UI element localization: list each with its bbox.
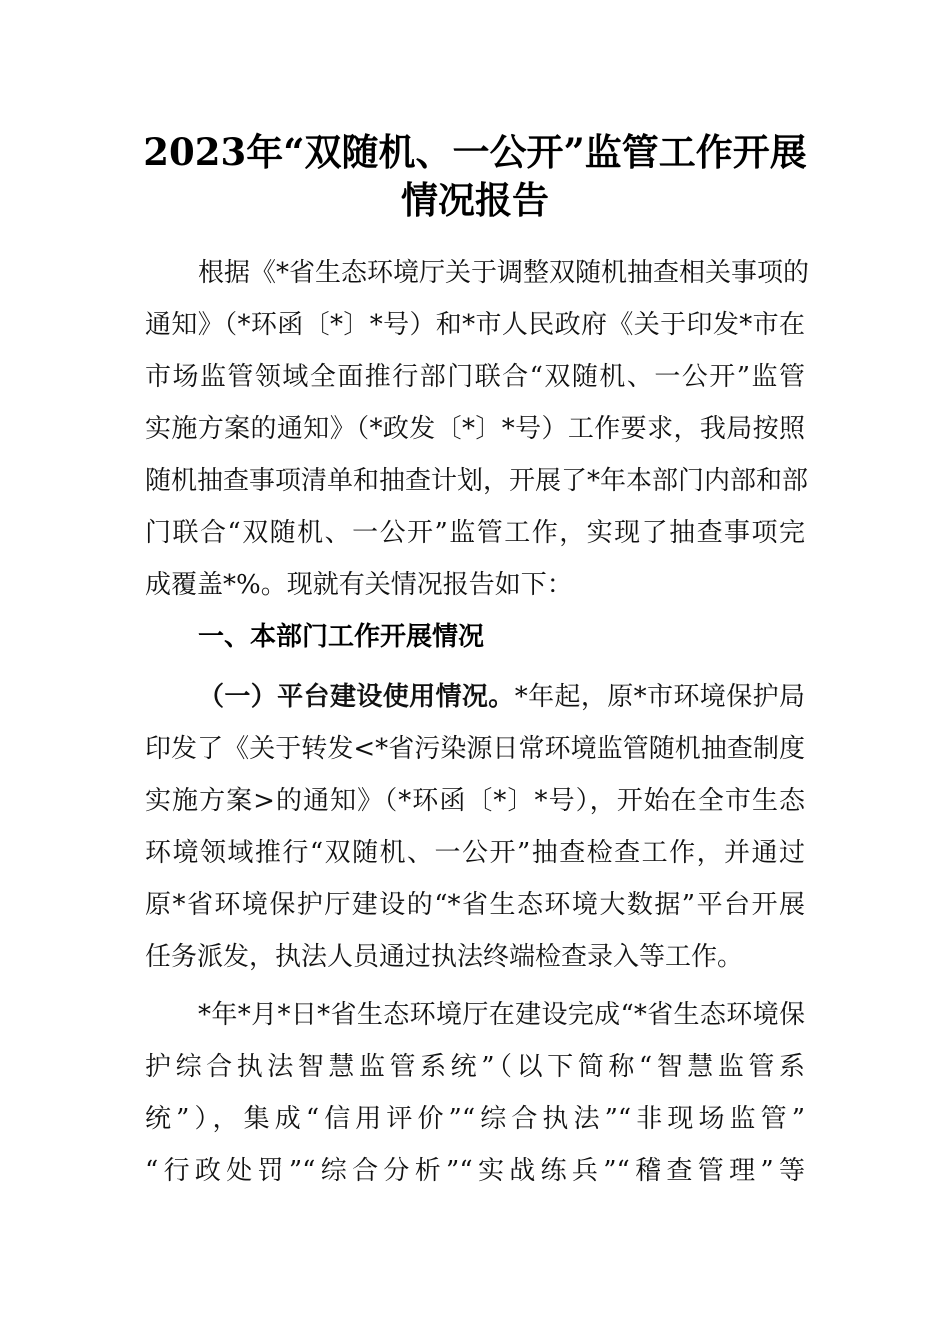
paragraph-2-line: 实施方案>的通知》（*环函〔*〕*号），开始在全市生态	[145, 786, 805, 816]
paragraph-2-first-line-text: *年起，原*市环境保护局	[514, 682, 805, 712]
paragraph-2-first-line	[198, 682, 805, 712]
paragraph-1-line: 成覆盖*%。现就有关情况报告如下：	[145, 570, 573, 600]
paragraph-1-line: 市场监管领域全面推行部门联合“双随机、一公开”监管	[145, 362, 805, 392]
paragraph-3-line: “行政处罚”“综合分析”“实战练兵”“稽查管理”等	[145, 1156, 805, 1186]
paragraph-1-line: 随机抽查事项清单和抽查计划，开展了*年本部门内部和部	[145, 466, 809, 496]
paragraph-2-line: 原*省环境保护厅建设的“*省生态环境大数据”平台开展	[145, 890, 805, 920]
paragraph-1-line: 门联合“双随机、一公开”监管工作，实现了抽查事项完	[145, 518, 805, 548]
paragraph-2-line: 印发了《关于转发<*省污染源日常环境监管随机抽查制度	[145, 734, 805, 764]
document-title-line-1: 2023年“双随机、一公开”监管工作开展	[143, 130, 807, 174]
paragraph-3-line: *年*月*日*省生态环境厅在建设完成“*省生态环境保	[198, 1000, 805, 1030]
paragraph-3-line: 统”），集成“信用评价”“综合执法”“非现场监管”	[145, 1104, 805, 1134]
paragraph-2-line: 任务派发，执法人员通过执法终端检查录入等工作。	[145, 942, 744, 972]
paragraph-1-line: 实施方案的通知》（*政发〔*〕*号）工作要求，我局按照	[145, 414, 805, 444]
paragraph-1-line: 根据《*省生态环境厅关于调整双随机抽查相关事项的	[198, 258, 810, 288]
paragraph-2-line: 环境领域推行“双随机、一公开”抽查检查工作，并通过	[145, 838, 805, 868]
paragraph-3-line: 护综合执法智慧监管系统”（以下简称“智慧监管系	[145, 1052, 805, 1082]
document-title-line-2: 情况报告	[401, 178, 549, 222]
paragraph-1-line: 通知》（*环函〔*〕*号）和*市人民政府《关于印发*市在	[145, 310, 805, 340]
subsection-1-heading: （一）平台建设使用情况。	[198, 682, 515, 712]
section-1-heading: 一、本部门工作开展情况	[198, 622, 485, 652]
